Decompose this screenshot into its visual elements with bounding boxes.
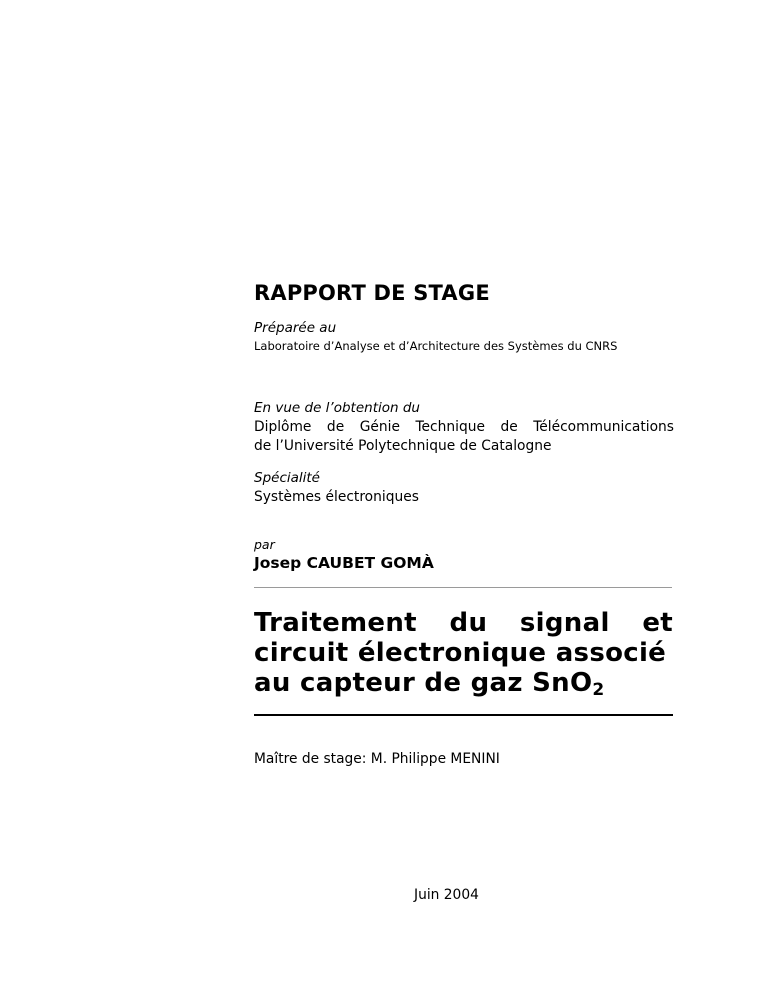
report-heading: RAPPORT DE STAGE <box>254 281 490 305</box>
title-word-1: Traitement <box>254 608 417 638</box>
title-line-2: circuit électronique associé <box>254 638 667 668</box>
specialty-label: Spécialité <box>254 470 320 486</box>
specialty-section <box>254 470 674 507</box>
diploma-line-2: de l’Université Polytechnique de Catalogne <box>254 438 552 454</box>
title-word-3: signal <box>519 608 610 638</box>
lab-section <box>254 320 674 354</box>
diploma-line-1: Diplôme de Génie Technique de Télécommunications <box>254 419 674 435</box>
date-line: Juin 2004 <box>414 887 479 903</box>
title-line-1 <box>254 608 673 638</box>
title-word-2: du <box>449 608 488 638</box>
author-name: Josep CAUBET GOMÀ <box>254 554 434 572</box>
lab-label: Préparée au <box>254 320 337 336</box>
author-section <box>254 537 674 573</box>
main-title <box>254 608 673 698</box>
thin-divider <box>254 587 672 588</box>
diploma-label: En vue de l’obtention du <box>254 400 420 416</box>
title-line-3-text: au capteur de gaz SnO <box>254 668 593 698</box>
supervisor-line: Maître de stage: M. Philippe MENINI <box>254 751 500 767</box>
title-word-4: et <box>642 608 673 638</box>
lab-name: Laboratoire d’Analyse et d’Architecture des Systèmes du CNRS <box>254 339 618 353</box>
author-label: par <box>254 537 275 552</box>
thick-divider <box>254 714 673 716</box>
diploma-section <box>254 400 674 456</box>
formula-subscript: 2 <box>592 680 605 700</box>
title-line-3 <box>254 668 673 698</box>
diploma-text <box>254 418 674 456</box>
specialty-value: Systèmes électroniques <box>254 489 419 505</box>
